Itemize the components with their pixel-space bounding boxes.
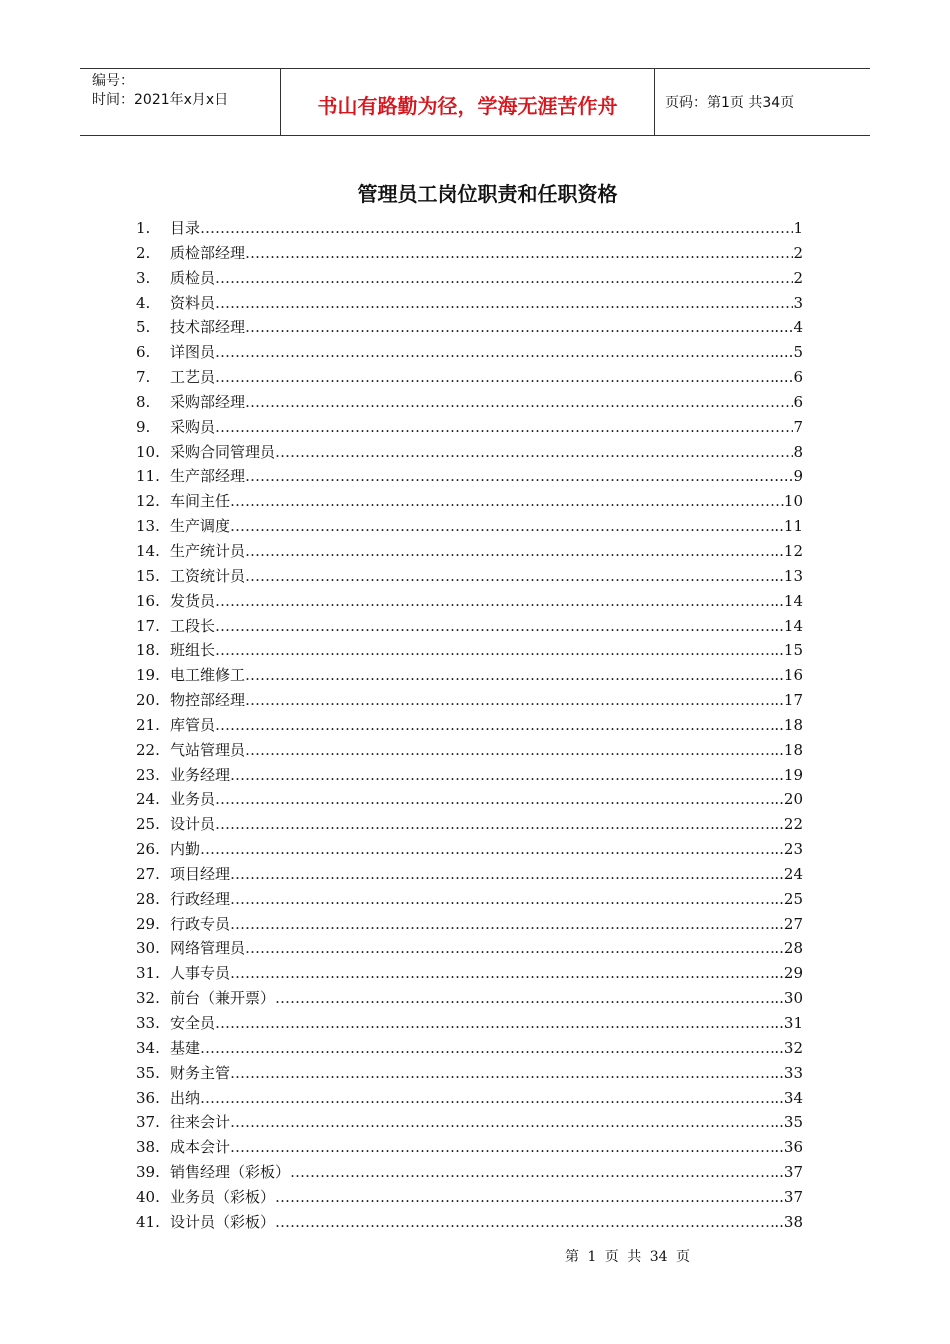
toc-entry-page: ..23 — [774, 840, 803, 859]
toc-entry[interactable] — [136, 1062, 803, 1087]
toc-entry-page: ..32 — [774, 1038, 803, 1057]
toc-entry-number: 18. — [136, 641, 160, 660]
toc-dot-leader — [230, 964, 774, 982]
toc-entry-number: 7. — [136, 368, 151, 387]
toc-entry[interactable] — [136, 1111, 803, 1136]
toc-dot-leader — [230, 890, 774, 908]
toc-entry-label: 行政经理 — [170, 889, 231, 908]
toc-entry-page: ..33 — [774, 1063, 803, 1082]
toc-entry-number: 10. — [136, 442, 160, 461]
toc-entry-number: 39. — [136, 1163, 160, 1182]
toc-dot-leader — [245, 393, 793, 411]
toc-entry-label: 前台（兼开票） — [170, 989, 276, 1008]
toc-entry-label: 物控部经理 — [170, 691, 246, 710]
toc-entry-number: 30. — [136, 939, 160, 958]
toc-entry[interactable] — [136, 1087, 803, 1112]
toc-entry-label: 内勤 — [170, 840, 201, 859]
toc-dot-leader — [245, 666, 774, 684]
toc-entry-label: 采购员 — [170, 417, 216, 436]
toc-entry-number: 32. — [136, 989, 160, 1008]
toc-entry-label: 设计员 — [170, 815, 216, 834]
toc-dot-leader — [245, 691, 774, 709]
toc-dot-leader — [215, 790, 774, 808]
toc-entry-number: 28. — [136, 889, 160, 908]
toc-entry-label: 工段长 — [170, 616, 216, 635]
toc-dot-leader — [200, 1039, 774, 1057]
toc-entry[interactable] — [136, 863, 803, 888]
toc-dot-leader — [230, 766, 774, 784]
toc-entry[interactable] — [136, 341, 803, 366]
toc-entry-page: 6 — [793, 392, 803, 411]
toc-dot-leader — [230, 1113, 774, 1131]
toc-entry-page: ..12 — [774, 541, 803, 560]
document-date: 时间：2021年x月x日 — [92, 92, 229, 108]
toc-entry[interactable] — [136, 416, 803, 441]
toc-entry-page: 2 — [793, 243, 803, 262]
toc-entry-page: 1 — [793, 219, 803, 237]
toc-entry-page: ..37 — [774, 1163, 803, 1182]
toc-entry-number: 2. — [136, 243, 151, 262]
toc-entry[interactable] — [136, 1211, 803, 1236]
toc-dot-leader — [215, 343, 774, 361]
toc-entry-number: 13. — [136, 517, 160, 536]
toc-entry[interactable] — [136, 739, 803, 764]
toc-dot-leader — [245, 741, 774, 759]
toc-entry-page: ..24 — [774, 864, 803, 883]
toc-entry-number: 37. — [136, 1113, 160, 1132]
toc-entry-label: 基建 — [170, 1038, 201, 1057]
toc-entry[interactable] — [136, 664, 803, 689]
toc-entry-page: ..28 — [774, 939, 803, 958]
toc-entry-label: 气站管理员 — [170, 740, 246, 759]
toc-entry-number: 34. — [136, 1038, 160, 1057]
toc-entry[interactable] — [136, 913, 803, 938]
toc-entry-page: ..22 — [774, 815, 803, 834]
toc-dot-leader — [230, 517, 774, 535]
toc-entry-page: ..38 — [774, 1212, 803, 1231]
toc-entry-number: 3. — [136, 268, 151, 287]
toc-entry[interactable] — [136, 565, 803, 590]
toc-dot-leader — [200, 219, 793, 237]
toc-dot-leader — [215, 641, 774, 659]
toc-dot-leader — [290, 1163, 774, 1181]
toc-entry[interactable] — [136, 490, 803, 515]
toc-entry-label: 资料员 — [170, 293, 216, 312]
toc-entry-label: 成本会计 — [170, 1138, 231, 1157]
toc-entry-page: ..31 — [774, 1014, 803, 1032]
toc-entry-number: 19. — [136, 666, 160, 685]
toc-entry-page: ..16 — [774, 666, 803, 685]
toc-entry[interactable] — [136, 987, 803, 1012]
toc-entry-number: 24. — [136, 790, 160, 809]
toc-entry[interactable] — [136, 1012, 803, 1037]
page-header — [80, 68, 870, 136]
toc-entry-page: 3 — [793, 293, 803, 312]
toc-entry-number: 36. — [136, 1088, 160, 1107]
toc-entry-label: 库管员 — [170, 715, 216, 734]
toc-entry-label: 电工维修工 — [170, 666, 246, 685]
toc-entry-number: 6. — [136, 343, 151, 362]
toc-entry-page: ..37 — [774, 1187, 803, 1206]
toc-entry-page: ..11 — [774, 517, 803, 536]
toc-entry-label: 项目经理 — [170, 864, 231, 883]
toc-entry-number: 38. — [136, 1138, 160, 1157]
toc-entry[interactable] — [136, 316, 803, 341]
toc-dot-leader — [200, 840, 774, 858]
toc-entry-number: 23. — [136, 765, 160, 784]
toc-dot-leader — [230, 915, 774, 933]
toc-entry-number: 9. — [136, 417, 151, 436]
toc-dot-leader — [245, 467, 749, 485]
toc-entry[interactable] — [136, 962, 803, 987]
toc-entry[interactable] — [136, 937, 803, 962]
toc-entry-label: 出纳 — [170, 1088, 201, 1107]
toc-entry-number: 26. — [136, 840, 160, 859]
toc-entry-label: 质检员 — [170, 268, 216, 287]
toc-entry-label: 发货员 — [170, 591, 216, 610]
toc-dot-leader — [245, 318, 774, 336]
toc-entry-label: 财务主管 — [170, 1063, 231, 1082]
toc-entry[interactable] — [136, 1037, 803, 1062]
toc-entry-label: 生产统计员 — [170, 541, 246, 560]
toc-entry-label: 业务经理 — [170, 765, 231, 784]
toc-entry-label: 采购部经理 — [170, 392, 246, 411]
toc-dot-leader — [275, 1188, 774, 1206]
document-number-label: 编号： — [92, 73, 134, 89]
toc-dot-leader — [275, 1213, 774, 1231]
toc-entry[interactable] — [136, 292, 803, 317]
toc-dot-leader — [215, 592, 774, 610]
toc-entry-page: ..14 — [774, 616, 803, 635]
toc-entry-label: 生产部经理 — [170, 467, 246, 486]
toc-entry-label: 目录 — [170, 219, 201, 237]
toc-entry-page: ....4 — [774, 318, 803, 337]
toc-entry-page: ..20 — [774, 790, 803, 809]
toc-entry-label: 工艺员 — [170, 368, 216, 387]
toc-dot-leader — [215, 815, 774, 833]
toc-entry[interactable] — [136, 217, 803, 242]
toc-entry[interactable] — [136, 465, 803, 490]
toc-entry-page: ..29 — [774, 964, 803, 983]
toc-entry[interactable] — [136, 540, 803, 565]
toc-dot-leader — [275, 989, 774, 1007]
table-of-contents — [136, 217, 803, 1236]
toc-dot-leader — [215, 418, 793, 436]
toc-entry-page: ..27 — [774, 914, 803, 933]
toc-entry-number: 20. — [136, 691, 160, 710]
toc-entry-label: 安全员 — [170, 1014, 216, 1032]
toc-entry-page: ....6 — [774, 368, 803, 387]
toc-entry-page: ……...9 — [749, 467, 803, 486]
toc-entry-number: 17. — [136, 616, 160, 635]
toc-entry-page: ..35 — [774, 1113, 803, 1132]
toc-dot-leader — [245, 939, 774, 957]
toc-entry[interactable] — [136, 366, 803, 391]
toc-entry-number: 12. — [136, 492, 160, 511]
toc-entry-label: 生产调度 — [170, 517, 231, 536]
toc-entry-page: ..34 — [774, 1088, 803, 1107]
toc-entry-number: 8. — [136, 392, 151, 411]
toc-entry-page: ..14 — [774, 591, 803, 610]
toc-entry[interactable] — [136, 714, 803, 739]
toc-entry[interactable] — [136, 1161, 803, 1186]
toc-entry-number: 25. — [136, 815, 160, 834]
toc-entry[interactable] — [136, 515, 803, 540]
toc-entry-page: 10 — [783, 492, 803, 511]
toc-entry-number: 5. — [136, 318, 151, 337]
page-footer: 第 1 页 共 34 页 — [565, 1249, 690, 1265]
toc-entry-label: 设计员（彩板） — [170, 1212, 276, 1231]
toc-entry-label: 网络管理员 — [170, 939, 246, 958]
toc-entry[interactable] — [136, 838, 803, 863]
document-title: 管理员工岗位职责和任职资格 — [357, 182, 618, 206]
toc-entry-number: 4. — [136, 293, 151, 312]
header-meta — [80, 69, 281, 135]
toc-entry-page: 8 — [793, 442, 803, 461]
toc-entry-label: 车间主任 — [170, 492, 231, 511]
toc-entry-page: ..30 — [774, 989, 803, 1008]
toc-entry-label: 行政专员 — [170, 914, 231, 933]
toc-entry-page: ..18 — [774, 715, 803, 734]
toc-dot-leader — [230, 865, 774, 883]
toc-entry-page: ..19 — [774, 765, 803, 784]
toc-entry[interactable] — [136, 391, 803, 416]
toc-entry-label: 销售经理（彩板） — [170, 1163, 291, 1182]
header-page-info: 页码：第1页 共34页 — [665, 95, 795, 111]
toc-dot-leader — [215, 1014, 774, 1032]
toc-dot-leader — [245, 244, 793, 262]
toc-entry-number: 14. — [136, 541, 160, 560]
toc-dot-leader — [230, 1138, 774, 1156]
toc-dot-leader — [215, 716, 774, 734]
toc-dot-leader — [215, 294, 793, 312]
toc-entry-number: 41. — [136, 1212, 160, 1231]
toc-entry-label: 业务员 — [170, 790, 216, 809]
toc-entry-label: 业务员（彩板） — [170, 1187, 276, 1206]
toc-entry-page: 2 — [793, 268, 803, 287]
toc-entry[interactable] — [136, 615, 803, 640]
toc-entry[interactable] — [136, 1136, 803, 1161]
toc-entry-label: 工资统计员 — [170, 566, 246, 585]
toc-entry-page: ..13 — [774, 566, 803, 585]
toc-entry-number: 40. — [136, 1187, 160, 1206]
toc-entry[interactable] — [136, 764, 803, 789]
toc-entry-number: 15. — [136, 566, 160, 585]
toc-entry-page: ..25 — [774, 889, 803, 908]
toc-entry-number: 29. — [136, 914, 160, 933]
toc-entry-number: 1. — [136, 219, 151, 237]
toc-dot-leader — [200, 1089, 774, 1107]
toc-entry-number: 27. — [136, 864, 160, 883]
toc-entry-page: 7 — [793, 417, 803, 436]
toc-entry-number: 31. — [136, 964, 160, 983]
toc-entry[interactable] — [136, 242, 803, 267]
toc-dot-leader — [215, 269, 793, 287]
toc-entry-number: 21. — [136, 715, 160, 734]
toc-entry[interactable] — [136, 639, 803, 664]
toc-dot-leader — [245, 567, 774, 585]
toc-entry[interactable] — [136, 689, 803, 714]
toc-entry[interactable] — [136, 888, 803, 913]
toc-entry-label: 人事专员 — [170, 964, 231, 983]
header-motto: 书山有路勤为径，学海无涯苦作舟 — [281, 69, 655, 135]
toc-entry[interactable] — [136, 267, 803, 292]
toc-entry[interactable] — [136, 441, 803, 466]
toc-entry-label: 班组长 — [170, 641, 216, 660]
toc-entry-page: ..18 — [774, 740, 803, 759]
toc-entry-number: 22. — [136, 740, 160, 759]
toc-entry[interactable] — [136, 1186, 803, 1211]
toc-entry-label: 采购合同管理员 — [170, 442, 276, 461]
toc-dot-leader — [275, 443, 793, 461]
toc-entry-page: ..15 — [774, 641, 803, 660]
toc-dot-leader — [215, 617, 774, 635]
toc-entry-number: 35. — [136, 1063, 160, 1082]
toc-entry-label: 质检部经理 — [170, 243, 246, 262]
toc-entry-page: ....5 — [774, 343, 803, 362]
toc-dot-leader — [230, 1064, 774, 1082]
toc-entry-page: ..17 — [774, 691, 803, 710]
toc-dot-leader — [245, 542, 774, 560]
toc-entry-label: 技术部经理 — [170, 318, 246, 337]
toc-dot-leader — [215, 368, 774, 386]
toc-entry-label: 详图员 — [170, 343, 216, 362]
toc-entry-label: 往来会计 — [170, 1113, 231, 1132]
toc-entry-number: 16. — [136, 591, 160, 610]
toc-entry[interactable] — [136, 590, 803, 615]
toc-entry[interactable] — [136, 813, 803, 838]
toc-entry-page: ..36 — [774, 1138, 803, 1157]
toc-entry[interactable] — [136, 788, 803, 813]
toc-dot-leader — [230, 492, 784, 510]
toc-entry-number: 33. — [136, 1014, 160, 1032]
toc-entry-number: 11. — [136, 467, 160, 486]
